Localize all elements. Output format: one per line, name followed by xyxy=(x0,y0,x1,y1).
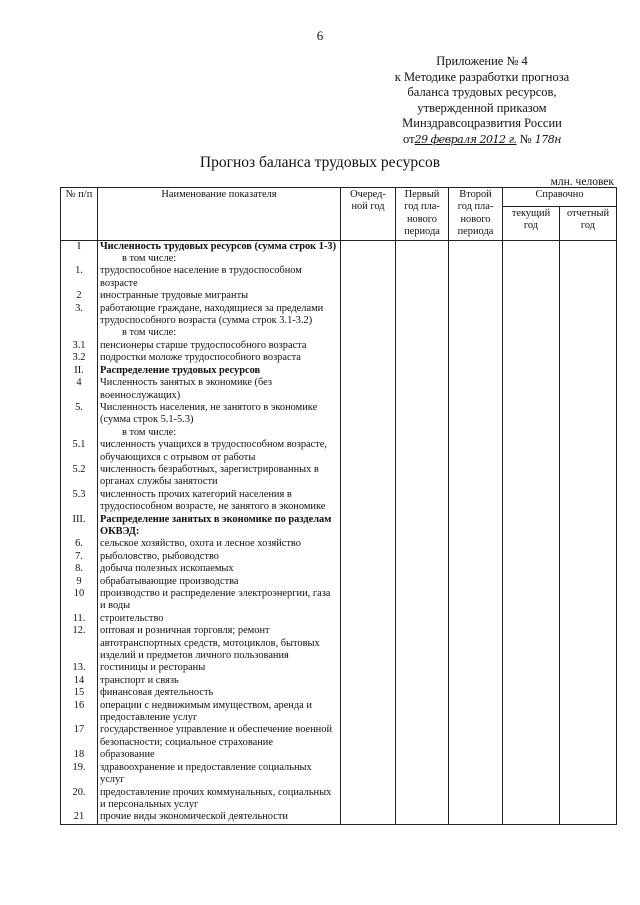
value-cell xyxy=(449,439,503,464)
value-cell xyxy=(449,265,503,290)
value-cell xyxy=(396,427,449,439)
indicator-name: прочие виды экономической деятельности xyxy=(98,811,341,824)
value-cell xyxy=(396,402,449,427)
table-row xyxy=(61,464,617,489)
value-cell xyxy=(560,687,617,699)
value-cell xyxy=(560,613,617,625)
row-number: II. xyxy=(61,365,98,377)
indicator-name: Численность населения, не занятого в экономике (сумма строк 5.1-5.3) xyxy=(98,402,341,427)
table-row xyxy=(61,427,617,439)
value-cell xyxy=(396,625,449,662)
value-cell xyxy=(503,352,560,364)
value-cell xyxy=(560,749,617,761)
value-cell xyxy=(503,724,560,749)
value-cell xyxy=(560,625,617,662)
row-number: 6. xyxy=(61,538,98,550)
value-cell xyxy=(503,464,560,489)
value-cell xyxy=(396,538,449,550)
appendix-line: Минздравсоцразвития России xyxy=(402,116,562,130)
header-report-year: отчетный год xyxy=(560,206,617,240)
row-number: 5.2 xyxy=(61,464,98,489)
indicator-name: работающие граждане, находящиеся за пределами трудоспособного возраста (сумма строк 3.1-3.2) xyxy=(98,303,341,328)
value-cell xyxy=(341,811,396,824)
value-cell xyxy=(396,687,449,699)
order-no-label: № xyxy=(519,131,532,146)
value-cell xyxy=(449,724,503,749)
value-cell xyxy=(560,489,617,514)
table-row xyxy=(61,687,617,699)
row-number: 2 xyxy=(61,290,98,302)
value-cell xyxy=(341,327,396,339)
indicator-name: операции с недвижимым имуществом, аренда и предоставление услуг xyxy=(98,700,341,725)
value-cell xyxy=(449,327,503,339)
table-row xyxy=(61,787,617,812)
value-cell xyxy=(503,687,560,699)
table-row xyxy=(61,811,617,824)
indicator-name: в том числе: xyxy=(98,327,341,339)
value-cell xyxy=(503,514,560,539)
value-cell xyxy=(560,427,617,439)
indicator-name: Распределение занятых в экономике по разделам ОКВЭД: xyxy=(98,514,341,539)
value-cell xyxy=(396,439,449,464)
value-cell xyxy=(449,675,503,687)
value-cell xyxy=(560,700,617,725)
row-number: 20. xyxy=(61,787,98,812)
value-cell xyxy=(560,724,617,749)
value-cell xyxy=(560,576,617,588)
value-cell xyxy=(503,265,560,290)
header-second-year: Второй год пла-нового периода xyxy=(449,188,503,241)
indicator-name: в том числе: xyxy=(98,253,341,265)
row-number: III. xyxy=(61,514,98,539)
handwritten-number: 178н xyxy=(534,132,561,146)
value-cell xyxy=(560,464,617,489)
value-cell xyxy=(341,402,396,427)
table-row xyxy=(61,265,617,290)
value-cell xyxy=(503,439,560,464)
value-cell xyxy=(449,290,503,302)
value-cell xyxy=(560,340,617,352)
order-from: от xyxy=(403,131,415,146)
appendix-title: Приложение № 4 xyxy=(436,54,528,68)
row-number: 8. xyxy=(61,563,98,575)
value-cell xyxy=(449,303,503,328)
header-queue-year: Очеред-ной год xyxy=(341,188,396,241)
value-cell xyxy=(560,675,617,687)
indicator-name: государственное управление и обеспечение военной безопасности; социальное страхование xyxy=(98,724,341,749)
value-cell xyxy=(396,749,449,761)
value-cell xyxy=(396,265,449,290)
value-cell xyxy=(341,377,396,402)
value-cell xyxy=(396,551,449,563)
table-row xyxy=(61,762,617,787)
value-cell xyxy=(503,662,560,674)
row-number: 16 xyxy=(61,700,98,725)
indicator-name: гостиницы и рестораны xyxy=(98,662,341,674)
table-row xyxy=(61,749,617,761)
value-cell xyxy=(341,551,396,563)
value-cell xyxy=(396,340,449,352)
table-row xyxy=(61,340,617,352)
value-cell xyxy=(341,303,396,328)
table-row xyxy=(61,588,617,613)
value-cell xyxy=(396,377,449,402)
table-row xyxy=(61,377,617,402)
value-cell xyxy=(560,538,617,550)
table-row xyxy=(61,551,617,563)
indicator-name: транспорт и связь xyxy=(98,675,341,687)
value-cell xyxy=(396,811,449,824)
value-cell xyxy=(560,762,617,787)
value-cell xyxy=(396,613,449,625)
value-cell xyxy=(341,439,396,464)
table-row xyxy=(61,253,617,265)
value-cell xyxy=(503,576,560,588)
value-cell xyxy=(560,551,617,563)
value-cell xyxy=(560,439,617,464)
row-number xyxy=(61,253,98,265)
indicator-name: Численность занятых в экономике (без военнослужащих) xyxy=(98,377,341,402)
row-number: 13. xyxy=(61,662,98,674)
indicator-name: производство и распределение электроэнергии, газа и воды xyxy=(98,588,341,613)
indicator-name: строительство xyxy=(98,613,341,625)
table-row xyxy=(61,576,617,588)
forecast-table xyxy=(60,187,617,825)
row-number: 4 xyxy=(61,377,98,402)
row-number: 21 xyxy=(61,811,98,824)
table-row xyxy=(61,365,617,377)
value-cell xyxy=(503,787,560,812)
value-cell xyxy=(396,514,449,539)
value-cell xyxy=(341,489,396,514)
value-cell xyxy=(396,563,449,575)
value-cell xyxy=(560,811,617,824)
value-cell xyxy=(449,613,503,625)
indicator-name: обрабатывающие производства xyxy=(98,576,341,588)
row-number: 7. xyxy=(61,551,98,563)
row-number: 5. xyxy=(61,402,98,427)
value-cell xyxy=(449,377,503,402)
value-cell xyxy=(560,290,617,302)
value-cell xyxy=(503,675,560,687)
table-row xyxy=(61,563,617,575)
document-title: Прогноз баланса трудовых ресурсов xyxy=(199,154,441,171)
page-number: 6 xyxy=(316,28,324,43)
value-cell xyxy=(396,662,449,674)
value-cell xyxy=(503,290,560,302)
value-cell xyxy=(396,253,449,265)
indicator-name: иностранные трудовые мигранты xyxy=(98,290,341,302)
row-number: 15 xyxy=(61,687,98,699)
header-name: Наименование показателя xyxy=(98,188,341,241)
indicator-name: здравоохранение и предоставление социальных услуг xyxy=(98,762,341,787)
value-cell xyxy=(449,340,503,352)
value-cell xyxy=(503,563,560,575)
row-number: 11. xyxy=(61,613,98,625)
value-cell xyxy=(396,365,449,377)
row-number: 17 xyxy=(61,724,98,749)
appendix-block xyxy=(372,54,592,147)
value-cell xyxy=(449,563,503,575)
value-cell xyxy=(341,576,396,588)
table-row xyxy=(61,489,617,514)
indicator-name: Численность трудовых ресурсов (сумма строк 1-3) xyxy=(98,240,341,253)
order-line xyxy=(372,132,592,148)
units-label: млн. человек xyxy=(550,176,614,188)
value-cell xyxy=(560,377,617,402)
appendix-line: к Методике разработки прогноза xyxy=(394,69,570,84)
table-row xyxy=(61,538,617,550)
row-number: 9 xyxy=(61,576,98,588)
value-cell xyxy=(503,551,560,563)
row-number: 3. xyxy=(61,303,98,328)
value-cell xyxy=(341,365,396,377)
row-number: 5.1 xyxy=(61,439,98,464)
table-row xyxy=(61,240,617,253)
value-cell xyxy=(560,588,617,613)
table-row xyxy=(61,352,617,364)
value-cell xyxy=(341,340,396,352)
value-cell xyxy=(341,265,396,290)
value-cell xyxy=(449,427,503,439)
row-number: 1. xyxy=(61,265,98,290)
value-cell xyxy=(503,613,560,625)
table-row xyxy=(61,675,617,687)
value-cell xyxy=(503,340,560,352)
value-cell xyxy=(449,538,503,550)
value-cell xyxy=(560,253,617,265)
value-cell xyxy=(396,303,449,328)
value-cell xyxy=(560,352,617,364)
value-cell xyxy=(503,700,560,725)
table-row xyxy=(61,439,617,464)
indicator-name: пенсионеры старше трудоспособного возраста xyxy=(98,340,341,352)
value-cell xyxy=(449,787,503,812)
value-cell xyxy=(503,427,560,439)
indicator-name: рыболовство, рыбоводство xyxy=(98,551,341,563)
value-cell xyxy=(560,662,617,674)
value-cell xyxy=(341,240,396,253)
indicator-name: предоставление прочих коммунальных, социальных и персональных услуг xyxy=(98,787,341,812)
value-cell xyxy=(560,303,617,328)
value-cell xyxy=(341,625,396,662)
value-cell xyxy=(396,700,449,725)
indicator-name: сельское хозяйство, охота и лесное хозяйство xyxy=(98,538,341,550)
indicator-name: добыча полезных ископаемых xyxy=(98,563,341,575)
value-cell xyxy=(396,240,449,253)
value-cell xyxy=(560,265,617,290)
value-cell xyxy=(396,787,449,812)
value-cell xyxy=(341,588,396,613)
indicator-name: Распределение трудовых ресурсов xyxy=(98,365,341,377)
indicator-name: образование xyxy=(98,749,341,761)
value-cell xyxy=(341,724,396,749)
value-cell xyxy=(341,613,396,625)
value-cell xyxy=(396,489,449,514)
row-number: 5.3 xyxy=(61,489,98,514)
value-cell xyxy=(503,489,560,514)
indicator-name: численность учащихся в трудоспособном возрасте, обучающихся с отрывом от работы xyxy=(98,439,341,464)
value-cell xyxy=(396,464,449,489)
table-row xyxy=(61,700,617,725)
value-cell xyxy=(503,303,560,328)
value-cell xyxy=(560,240,617,253)
value-cell xyxy=(341,662,396,674)
header-num: № п/п xyxy=(61,188,98,241)
value-cell xyxy=(503,402,560,427)
value-cell xyxy=(341,787,396,812)
value-cell xyxy=(396,327,449,339)
value-cell xyxy=(449,489,503,514)
value-cell xyxy=(449,464,503,489)
value-cell xyxy=(396,762,449,787)
value-cell xyxy=(449,352,503,364)
value-cell xyxy=(396,675,449,687)
value-cell xyxy=(341,352,396,364)
value-cell xyxy=(396,290,449,302)
value-cell xyxy=(449,687,503,699)
value-cell xyxy=(503,365,560,377)
row-number xyxy=(61,327,98,339)
value-cell xyxy=(560,365,617,377)
value-cell xyxy=(449,662,503,674)
value-cell xyxy=(560,327,617,339)
value-cell xyxy=(503,625,560,662)
table-row xyxy=(61,514,617,539)
appendix-line: баланса трудовых ресурсов, xyxy=(407,85,557,99)
value-cell xyxy=(341,253,396,265)
value-cell xyxy=(503,588,560,613)
value-cell xyxy=(503,327,560,339)
table-row xyxy=(61,625,617,662)
row-number: 10 xyxy=(61,588,98,613)
table-row xyxy=(61,662,617,674)
value-cell xyxy=(341,464,396,489)
value-cell xyxy=(341,290,396,302)
value-cell xyxy=(449,514,503,539)
value-cell xyxy=(449,402,503,427)
value-cell xyxy=(449,811,503,824)
value-cell xyxy=(341,427,396,439)
row-number: 3.1 xyxy=(61,340,98,352)
value-cell xyxy=(449,576,503,588)
table-row xyxy=(61,290,617,302)
value-cell xyxy=(449,253,503,265)
indicator-name: подростки моложе трудоспособного возраста xyxy=(98,352,341,364)
table-row xyxy=(61,613,617,625)
value-cell xyxy=(449,700,503,725)
value-cell xyxy=(341,687,396,699)
value-cell xyxy=(341,514,396,539)
row-number: 19. xyxy=(61,762,98,787)
value-cell xyxy=(341,538,396,550)
table-row xyxy=(61,327,617,339)
header-current-year: текущий год xyxy=(503,206,560,240)
indicator-name: численность безработных, зарегистрированных в органах службы занятости xyxy=(98,464,341,489)
indicator-name: в том числе: xyxy=(98,427,341,439)
value-cell xyxy=(341,675,396,687)
value-cell xyxy=(396,724,449,749)
value-cell xyxy=(341,700,396,725)
value-cell xyxy=(503,253,560,265)
value-cell xyxy=(560,514,617,539)
header-first-year: Первый год пла-нового периода xyxy=(396,188,449,241)
table-row xyxy=(61,303,617,328)
row-number xyxy=(61,427,98,439)
value-cell xyxy=(449,588,503,613)
value-cell xyxy=(503,749,560,761)
value-cell xyxy=(396,352,449,364)
value-cell xyxy=(449,625,503,662)
value-cell xyxy=(449,240,503,253)
handwritten-date: 29 февраля 2012 г. xyxy=(414,132,517,146)
row-number: 12. xyxy=(61,625,98,662)
value-cell xyxy=(503,811,560,824)
value-cell xyxy=(341,563,396,575)
value-cell xyxy=(560,402,617,427)
indicator-name: финансовая деятельность xyxy=(98,687,341,699)
value-cell xyxy=(560,563,617,575)
appendix-line: утвержденной приказом xyxy=(417,100,547,115)
value-cell xyxy=(449,749,503,761)
indicator-name: трудоспособное население в трудоспособном возрасте xyxy=(98,265,341,290)
indicator-name: оптовая и розничная торговля; ремонт автотранспортных средств, мотоциклов, бытовых изделий и предметов личного пользования xyxy=(98,625,341,662)
table-row xyxy=(61,724,617,749)
value-cell xyxy=(396,576,449,588)
row-number: 14 xyxy=(61,675,98,687)
value-cell xyxy=(503,240,560,253)
header-reference: Справочно xyxy=(503,188,617,207)
value-cell xyxy=(449,551,503,563)
value-cell xyxy=(560,787,617,812)
value-cell xyxy=(341,749,396,761)
row-number: 3.2 xyxy=(61,352,98,364)
indicator-name: численность прочих категорий населения в трудоспособном возрасте, не занятого в экономике xyxy=(98,489,341,514)
value-cell xyxy=(341,762,396,787)
value-cell xyxy=(503,762,560,787)
value-cell xyxy=(396,588,449,613)
value-cell xyxy=(449,365,503,377)
value-cell xyxy=(503,538,560,550)
row-number: I xyxy=(61,240,98,253)
table-row xyxy=(61,402,617,427)
value-cell xyxy=(449,762,503,787)
value-cell xyxy=(503,377,560,402)
row-number: 18 xyxy=(61,749,98,761)
